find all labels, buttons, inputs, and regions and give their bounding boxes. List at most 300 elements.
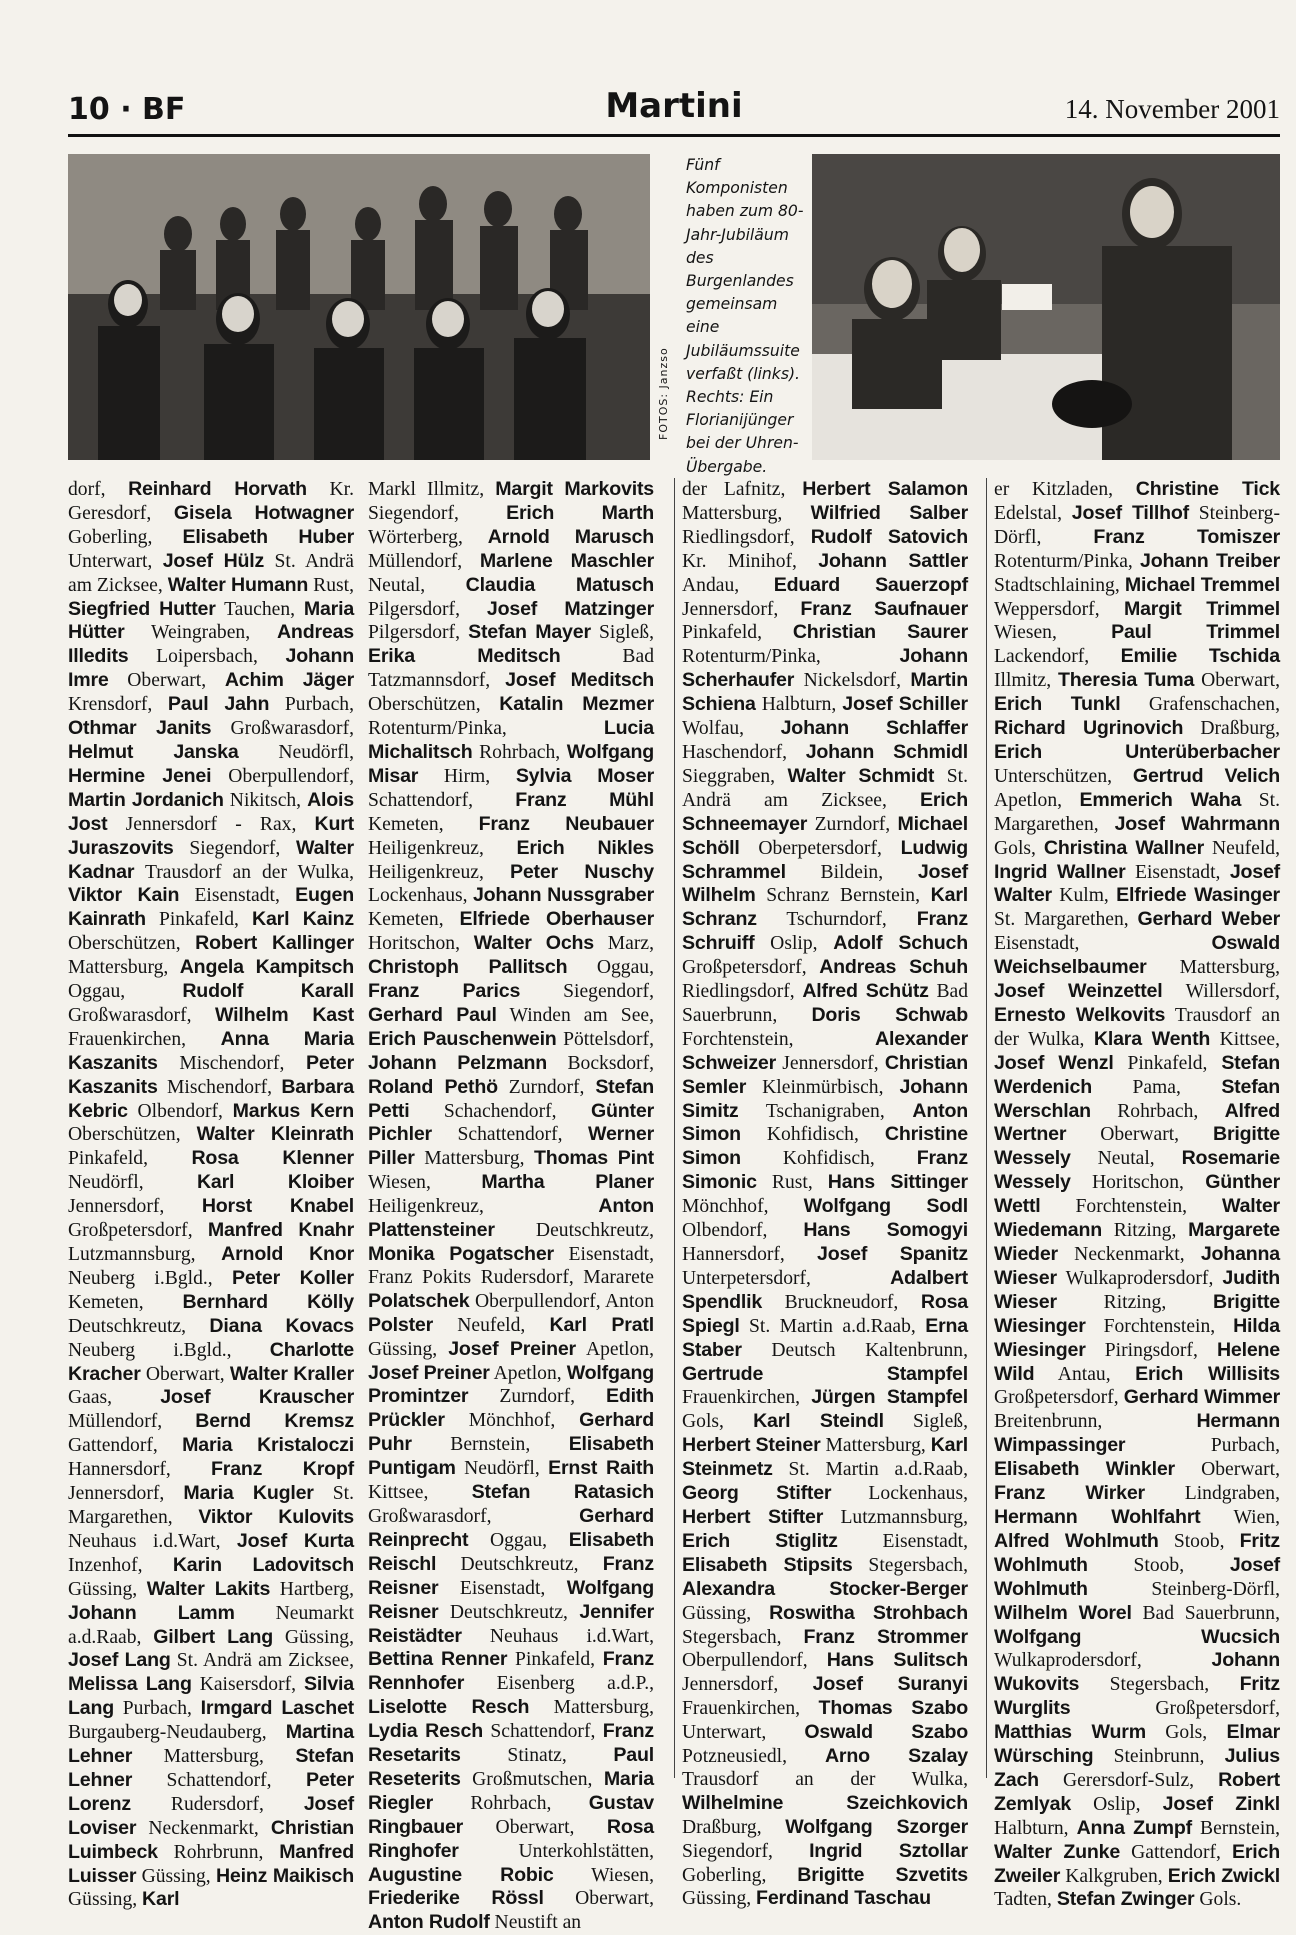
person-name: Wilhelm Worel xyxy=(994,1601,1132,1624)
person-place: Deutschkreutz, xyxy=(494,1220,654,1242)
person-place: Bad Sauerbrunn, xyxy=(1131,1602,1280,1624)
person-place: Kr. Geresdorf, xyxy=(68,479,354,524)
person-place: Wiesen, xyxy=(553,1864,654,1886)
person-name: Erich Zweiler xyxy=(994,1840,1280,1887)
person-name: Angela Kampitsch xyxy=(179,956,354,979)
person-place: Kulm, xyxy=(1051,885,1117,907)
person-place: Deutschkreutz, xyxy=(436,1553,603,1575)
person-name: Horst Knabel xyxy=(201,1195,354,1218)
person-name: Josef Tillhof xyxy=(1071,501,1190,524)
person-place: Neuhaus i.d.Wart, xyxy=(68,1530,237,1552)
person-place: St. Margarethen, xyxy=(994,909,1138,931)
person-place: Marz, xyxy=(594,933,654,955)
person-place: Heiligenkreuz, xyxy=(368,837,517,859)
person-place: Lindgraben, xyxy=(1145,1483,1280,1505)
person-name: Claudia Matusch xyxy=(465,573,654,596)
person-place: Großwarasdorf, xyxy=(68,1004,215,1026)
person-name: Johann Schmidl xyxy=(805,740,968,763)
person-place: Siegendorf, xyxy=(520,981,654,1003)
person-place: Pinkafeld, xyxy=(145,909,253,931)
person-name: Franz Neubauer xyxy=(478,812,654,835)
person-place: Trausdorf an der Wulka, xyxy=(994,1004,1280,1050)
person-name: Erich Willisits xyxy=(1135,1362,1280,1385)
person-place: Großpetersdorf, xyxy=(1070,1698,1280,1720)
person-place: Trausdorf an der Wulka, xyxy=(682,1768,968,1790)
person-name: Josef Preiner xyxy=(368,1361,490,1384)
person-place: Siegendorf, xyxy=(368,502,507,524)
person-place: Forchtenstein, xyxy=(1040,1196,1223,1218)
person-place: Eisenstadt, xyxy=(179,885,296,907)
person-place: Wulkaprodersdorf, xyxy=(994,1650,1212,1672)
person-name: Marlene Maschler xyxy=(479,549,654,572)
person-name: Eugen Kainrath xyxy=(68,884,354,931)
person-name: Theresia Tuma xyxy=(1058,669,1195,692)
person-place: Güssing, xyxy=(682,1888,757,1910)
person-place: St. Margarethen, xyxy=(994,789,1281,835)
person-name: Josef Hülz xyxy=(162,549,265,572)
person-place: Gerersdorf-Sulz, xyxy=(1038,1769,1219,1791)
person-name: Ernst Raith xyxy=(548,1457,654,1480)
person-name: Martin Schiena xyxy=(682,669,968,716)
person-place: Kemeten, xyxy=(368,909,460,931)
person-place: Oberpetersdorf, xyxy=(739,837,901,859)
person-name: Werner Piller xyxy=(368,1123,654,1170)
person-place: Horitschon, xyxy=(1070,1172,1206,1194)
person-place: Wiesen, xyxy=(994,622,1112,644)
person-place: Pinkafeld, xyxy=(507,1649,603,1671)
person-name: Elisabeth Stipsits xyxy=(682,1553,853,1576)
person-name: Robert Kallinger xyxy=(195,932,355,955)
person-place: Frauenkirchen, xyxy=(68,1028,221,1050)
person-name: Polster xyxy=(368,1313,434,1336)
person-name: Hermine Jenei xyxy=(68,764,212,787)
person-name: Anton Rudolf xyxy=(368,1911,490,1934)
person-name: Viktor Kulovits xyxy=(198,1505,354,1528)
person-name: Josef Wenzl xyxy=(994,1051,1114,1074)
person-place: Pilgersdorf, xyxy=(368,622,469,644)
person-place: Gols. xyxy=(1194,1889,1242,1911)
person-place: Rudersdorf, xyxy=(131,1793,304,1815)
person-name: Ferdinand Taschau xyxy=(756,1887,931,1910)
person-place: St. Andrä am Zicksee, xyxy=(682,765,968,811)
person-place: Kohfidisch, xyxy=(740,1148,917,1170)
person-name: Franz Mühl xyxy=(515,788,654,811)
page-header xyxy=(68,86,1280,137)
person-place: Mischendorf, xyxy=(157,1076,282,1098)
person-place: Mattersburg, xyxy=(414,1148,535,1170)
person-place: Draßburg, xyxy=(1183,718,1280,740)
person-place: Steinberg-Dörfl, xyxy=(994,502,1281,548)
person-place: Nikitsch, xyxy=(223,789,308,811)
person-place: Großmutschen, xyxy=(460,1768,604,1790)
person-name: Wilfried Salber xyxy=(810,501,969,524)
person-name: Franz Schruiff xyxy=(682,908,968,955)
person-place: Neuhaus i.d.Wart, xyxy=(461,1625,654,1647)
person-place: Neustift an xyxy=(489,1912,582,1934)
person-name: Franz Wirker xyxy=(994,1482,1145,1505)
person-place: Güssing, xyxy=(273,1626,354,1648)
person-name: Walter Kadnar xyxy=(68,836,354,883)
person-name: Kurt Juraszovits xyxy=(68,812,354,859)
person-name: Thomas Szabo xyxy=(818,1697,968,1720)
person-name: Barbara Kebric xyxy=(68,1075,354,1122)
person-name: Erich Tunkl xyxy=(994,693,1121,716)
person-place: er Kitzladen, xyxy=(994,479,1136,500)
person-name: Herbert Stifter xyxy=(682,1505,824,1528)
person-place: Oberwart, xyxy=(140,1363,230,1385)
person-name: Stefan Zwinger xyxy=(1056,1888,1195,1911)
person-name: Herbert Steiner xyxy=(682,1434,821,1457)
person-place: Unterwart, xyxy=(68,550,163,572)
person-place: Tschurndorf, xyxy=(756,909,917,931)
person-name: Anton Plattensteiner xyxy=(368,1195,654,1242)
person-place: Mattersburg, xyxy=(68,957,180,979)
person-place: Sigleß, xyxy=(883,1411,968,1433)
person-place: Zurndorf, xyxy=(497,1076,596,1098)
person-place: Forchtenstein, xyxy=(1085,1315,1234,1337)
person-place: Mattersburg, xyxy=(820,1435,931,1457)
person-name: Karl Kloiber xyxy=(196,1171,354,1194)
person-place: Oberwart, xyxy=(1066,1124,1214,1146)
person-name: Günter Pichler xyxy=(368,1099,654,1146)
person-name: Roland Pethö xyxy=(368,1075,498,1098)
person-name: Josef Suranyi xyxy=(812,1673,968,1696)
person-place: Güssing, xyxy=(682,1602,770,1624)
person-place: Loipersbach, xyxy=(128,646,286,668)
person-name: Franz Parics xyxy=(368,980,521,1003)
person-name: Ingrid Wallner xyxy=(994,860,1126,883)
person-name: Alexander Schweizer xyxy=(682,1027,968,1074)
person-name: Elisabeth Puntigam xyxy=(368,1433,654,1480)
person-name: Erich Schneemayer xyxy=(682,788,968,835)
person-name: Oswald Szabo xyxy=(804,1721,968,1744)
person-name: Silvia Lang xyxy=(68,1673,354,1720)
person-place: Bernstein, xyxy=(1191,1817,1280,1839)
person-place: Markl Illmitz, xyxy=(368,479,496,500)
person-name: Arnold Knor xyxy=(221,1243,354,1265)
person-place: Kohfidisch, xyxy=(740,1124,885,1146)
person-name: Josef Schiller xyxy=(842,693,968,716)
person-place: Gols, xyxy=(1145,1722,1227,1744)
person-place: Jennersdorf, xyxy=(68,1483,184,1505)
person-place: Lutzmannsburg, xyxy=(823,1506,968,1528)
person-place: Neutal, xyxy=(1070,1148,1182,1170)
person-name: Fritz Wurglits xyxy=(994,1673,1280,1720)
person-place: Müllendorf, xyxy=(68,1411,196,1433)
person-name: Maria Kugler xyxy=(183,1482,314,1505)
person-name: Johann Schlaffer xyxy=(780,717,968,740)
person-name: Peter Koller xyxy=(231,1266,354,1289)
person-name: Martin Jordanich xyxy=(68,788,224,811)
person-name: Helene Wild xyxy=(994,1338,1280,1385)
person-place: Oberpullendorf, xyxy=(682,1650,827,1672)
person-name: Karl Pratl xyxy=(549,1313,654,1336)
person-place: Forchtenstein, xyxy=(682,1028,876,1050)
person-place: Steinbrunn, xyxy=(1093,1746,1225,1768)
person-name: Erich Pauschenwein xyxy=(368,1027,557,1050)
person-place: Oslip, xyxy=(754,933,834,955)
person-place: Pinkafeld, xyxy=(1113,1052,1222,1074)
person-name: Brigitte Wiesinger xyxy=(994,1290,1280,1337)
person-name: Erich Nikles xyxy=(516,836,654,859)
person-place: Bocksdorf, xyxy=(547,1052,654,1074)
person-name: Augustine Robic xyxy=(368,1863,554,1886)
person-place: Jennersdorf - Rax, xyxy=(107,813,315,835)
person-place: Breitenbrunn, xyxy=(994,1411,1197,1433)
person-place: Stegersbach, xyxy=(1079,1674,1240,1696)
person-place: Oggau, xyxy=(468,1529,569,1551)
person-name: Maria Riegler xyxy=(368,1767,654,1814)
person-name: Johann Lamm xyxy=(68,1601,235,1624)
person-place: Heiligenkreuz, xyxy=(368,1196,599,1218)
person-name: Matthias Wurm xyxy=(994,1721,1146,1744)
person-place: Neuberg i.Bgld., xyxy=(68,1339,270,1361)
person-name: Gerhard Puhr xyxy=(368,1409,654,1456)
person-place: Oberwart, xyxy=(1174,1459,1280,1481)
person-name: Helmut Janska xyxy=(68,740,239,763)
person-place: Neudörfl, xyxy=(68,1172,197,1194)
person-name: Christine Tick xyxy=(1135,478,1280,500)
person-name: Anna Maria Kaszanits xyxy=(68,1027,354,1074)
person-place: Stinatz, xyxy=(460,1745,614,1767)
person-place: Grafenschachen, xyxy=(1120,694,1280,716)
person-name: Bettina Renner xyxy=(368,1648,508,1671)
person-name: Charlotte Kracher xyxy=(68,1338,354,1385)
person-place: Großpetersdorf, xyxy=(68,1220,208,1242)
person-place: Güssing, xyxy=(68,1889,143,1911)
person-place: Kittsee, xyxy=(1210,1028,1280,1050)
person-place: Ritzing, xyxy=(1101,1220,1189,1242)
person-name: Maria Hütter xyxy=(68,597,355,644)
person-name: Karl Steinmetz xyxy=(682,1434,969,1481)
person-place: Lockenhaus, xyxy=(368,885,473,907)
person-name: Brigitte Wessely xyxy=(994,1123,1280,1170)
person-place: Neckenmarkt, xyxy=(136,1817,271,1839)
person-place: Stegersbach, xyxy=(852,1554,968,1576)
person-place: Wiesen, xyxy=(368,1172,482,1194)
person-place: Mattersburg, xyxy=(132,1746,296,1768)
person-name: Franz Reisner xyxy=(368,1552,654,1599)
person-place: Rohrbach, xyxy=(472,741,567,763)
person-name: Gerhard Weber xyxy=(1137,908,1280,931)
person-place: Pinkafeld, xyxy=(68,1148,192,1170)
person-place: Neutal, xyxy=(368,574,466,596)
person-place: Oberschützen, xyxy=(68,1124,197,1146)
person-name: Paul Trimmel xyxy=(1111,621,1280,644)
person-name: Josef Preiner xyxy=(448,1337,576,1360)
person-place: Horitschon, xyxy=(368,933,474,955)
person-place: Eisenstadt, Franz Pokits Rudersdorf, Mararete xyxy=(368,1244,654,1288)
person-name: Wolfgang Sodl xyxy=(803,1195,968,1218)
person-place: Mattersburg, xyxy=(529,1697,654,1719)
person-place: St. Martin a.d.Raab, xyxy=(772,1459,968,1481)
person-place: Frauenkirchen, xyxy=(682,1698,819,1720)
person-place: Rohrbrunn, xyxy=(157,1841,280,1863)
person-name: Walter Wiedemann xyxy=(994,1195,1280,1242)
person-place: Pinkafeld, xyxy=(682,622,793,644)
person-place: Willersdorf, xyxy=(1162,981,1280,1003)
person-place: Purbach, xyxy=(1125,1435,1280,1457)
person-place: Eisenberg a.d.P., xyxy=(464,1673,654,1695)
person-place: Purbach, xyxy=(114,1698,201,1720)
person-name: Elisabeth Winkler xyxy=(994,1458,1175,1481)
person-name: Doris Schwab xyxy=(811,1003,969,1026)
person-place: Großpetersdorf, xyxy=(994,1387,1124,1409)
person-place: Bernstein, xyxy=(411,1434,569,1456)
person-name: Alfred Schütz xyxy=(802,980,929,1003)
person-place: Siegendorf, xyxy=(682,1840,810,1862)
person-place: Kalkgruben, xyxy=(1060,1865,1168,1887)
person-place: Edelstal, xyxy=(994,502,1072,524)
person-name: Anna Zumpf xyxy=(1076,1816,1192,1839)
person-name: Paul Jahn xyxy=(167,693,270,716)
person-place: Riedlingsdorf, xyxy=(682,526,811,548)
person-name: Josef Walter xyxy=(994,860,1280,907)
person-name: Adolf Schuch xyxy=(833,932,968,955)
person-name: Erna Staber xyxy=(682,1314,968,1361)
person-name: Bernhard Kölly xyxy=(182,1290,354,1313)
person-place: Olbendorf, xyxy=(682,1220,804,1242)
person-place: Mönchhof, xyxy=(682,1196,804,1218)
person-name: Peter Lorenz xyxy=(68,1768,354,1815)
person-place: Rohrbach, xyxy=(1090,1100,1225,1122)
person-name: Fritz Wohlmuth xyxy=(994,1529,1280,1576)
person-name: Hans Somogyi xyxy=(803,1219,968,1242)
person-name: Stefan Lehner xyxy=(68,1745,354,1791)
person-place: Unterpetersdorf, xyxy=(682,1267,891,1289)
person-name: Josef Wahrmann xyxy=(1114,812,1280,835)
person-name: Jürgen Stampfel xyxy=(811,1386,968,1409)
person-name: Franz Simonic xyxy=(682,1147,968,1194)
person-name: Rudolf Satovich xyxy=(810,525,968,548)
person-place: Jennersdorf, xyxy=(776,1052,885,1074)
section-title: Martini xyxy=(605,86,743,126)
person-name: Josef Weinzettel xyxy=(994,980,1163,1003)
person-name: Franz Kropf xyxy=(211,1458,354,1481)
person-place: Trausdorf an der Wulka, xyxy=(134,861,354,883)
person-name: Josef Loviser xyxy=(68,1792,354,1839)
person-name: Johann Imre xyxy=(68,645,354,692)
person-name: Thomas Pint xyxy=(534,1147,654,1170)
person-name: Ludwig Schrammel xyxy=(682,836,968,883)
person-name: Josef Wilhelm xyxy=(682,860,968,907)
person-place: Hannersdorf, xyxy=(682,1244,818,1265)
person-name: Erich Zwickl xyxy=(1167,1864,1280,1887)
person-place: Bad Sauerbrunn, xyxy=(682,981,969,1026)
person-name: Martina Lehner xyxy=(68,1721,354,1768)
person-place: Hartberg, xyxy=(270,1578,354,1600)
person-place: Stoob, xyxy=(1087,1554,1230,1576)
person-name: Friederike Rössl xyxy=(368,1887,544,1910)
person-place: Nickelsdorf, xyxy=(794,670,911,692)
person-name: Gustav Ringbauer xyxy=(368,1791,654,1838)
person-place: Wulkaprodersdorf, xyxy=(1056,1267,1223,1289)
person-place: Schranz Bernstein, xyxy=(755,885,931,907)
person-name: Christina Wallner xyxy=(1043,836,1204,859)
person-place: Antau, xyxy=(1034,1363,1136,1385)
photo-composers-orchestra xyxy=(68,154,650,460)
person-name: Johann Sattler xyxy=(818,549,969,572)
person-name: Bernd Kremsz xyxy=(195,1410,354,1433)
person-place: Neckenmarkt, xyxy=(1057,1244,1201,1265)
person-place: Halbturn, xyxy=(994,1817,1077,1839)
person-place: Oberwart, xyxy=(543,1888,655,1910)
person-name: Andreas Illedits xyxy=(68,621,354,668)
person-name: Elfriede Oberhauser xyxy=(459,908,654,931)
person-name: Hilda Wiesinger xyxy=(994,1314,1280,1361)
person-place: Mattersburg, xyxy=(1146,957,1280,979)
person-name: Christine Simon xyxy=(682,1123,968,1170)
person-name: Wolfgang Promintzer xyxy=(368,1361,654,1408)
person-place: Wien, xyxy=(1200,1506,1280,1528)
person-name: Margit Trimmel xyxy=(1123,597,1280,620)
person-name: Jennifer Reistädter xyxy=(368,1600,654,1647)
person-name: Edith Prückler xyxy=(368,1385,654,1432)
person-place: Rohrbach, xyxy=(433,1792,589,1814)
person-name: Stefan Mayer xyxy=(468,621,591,644)
person-place: Tauchen, xyxy=(215,598,304,620)
person-place: Neumarkt a.d.Raab, xyxy=(68,1602,354,1648)
person-place: Zurndorf, xyxy=(807,813,898,835)
person-name: Alfred Wohlmuth xyxy=(994,1529,1159,1552)
photo-credit: FOTOS: Janzso xyxy=(657,347,670,440)
person-place: Gols, xyxy=(994,837,1044,859)
person-place: Großpetersdorf, xyxy=(682,957,820,979)
person-name: Siegfried Hutter xyxy=(68,597,216,620)
person-place: Inzenhof, xyxy=(68,1554,173,1576)
person-place: Kr. Minihof, xyxy=(682,550,819,572)
page-number: 10 · BF xyxy=(68,92,186,127)
person-name: Johann Simitz xyxy=(682,1075,968,1122)
person-name: Gertrude Stampfel xyxy=(682,1362,968,1385)
person-name: Emilie Tschida xyxy=(1120,645,1281,668)
person-name: Wolfgang Wucsich xyxy=(994,1625,1280,1648)
person-name: Polatschek xyxy=(368,1289,470,1312)
person-name: Christoph Pallitsch xyxy=(368,956,568,979)
person-place: Wörterberg, xyxy=(368,526,488,548)
person-name: Lucia Michalitsch xyxy=(368,717,654,763)
person-place: Oberpullendorf, Anton xyxy=(469,1290,654,1312)
person-place: Stadtschlaining, xyxy=(994,574,1125,596)
person-place: Andau, xyxy=(682,574,774,596)
person-place: Eisenstadt, xyxy=(837,1530,968,1552)
person-name: Richard Ugrinovich xyxy=(994,717,1184,740)
person-name: Michael Schöll xyxy=(682,812,968,859)
person-name: Franz Rennhofer xyxy=(368,1648,654,1695)
person-place: Siegendorf, xyxy=(173,837,297,859)
person-place: Illmitz, xyxy=(994,670,1059,692)
person-name: Manfred Knahr xyxy=(207,1219,354,1242)
person-place: Jennersdorf, xyxy=(682,598,801,620)
person-place: Apetlon, xyxy=(489,1362,567,1384)
person-place: Müllendorf, xyxy=(368,550,480,572)
person-place: Schattendorf, xyxy=(368,789,516,811)
person-name: Rudolf Karall xyxy=(182,980,354,1003)
person-name: Gisela Hotwagner xyxy=(173,501,354,524)
person-name: Heinz Maikisch xyxy=(215,1864,354,1887)
person-place: Rust, xyxy=(308,574,355,596)
person-name: Viktor Kain xyxy=(68,884,180,907)
person-place: Kemeten, xyxy=(68,1291,183,1313)
person-name: Julius Zach xyxy=(994,1745,1280,1791)
person-place: Güssing, xyxy=(136,1865,216,1887)
person-place: St. Martin a.d.Raab, xyxy=(739,1315,926,1337)
person-place: Zurndorf, xyxy=(468,1386,607,1408)
person-name: Diana Kovacs xyxy=(209,1314,354,1337)
person-name: Johann Pelzmann xyxy=(368,1051,548,1074)
person-name: Wolfgang Reisner xyxy=(368,1576,654,1623)
person-name: Christian Semler xyxy=(682,1051,968,1098)
